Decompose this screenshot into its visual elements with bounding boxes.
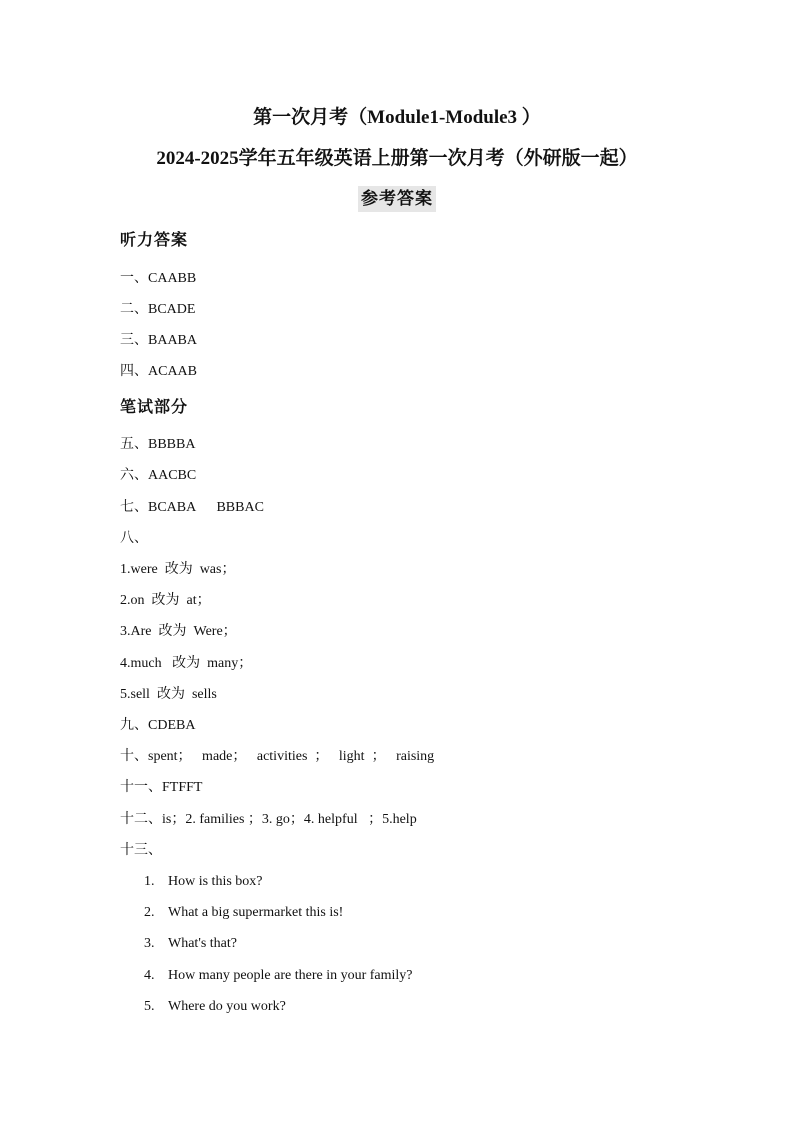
list-number: 5.	[144, 999, 155, 1014]
section-8-label: 八、	[120, 531, 148, 546]
list-item	[144, 873, 263, 891]
listening-answer-2: 二、BCADE	[120, 302, 196, 317]
list-number: 2.	[144, 905, 155, 920]
list-number: 4.	[144, 968, 155, 983]
section-13-label: 十三、	[120, 843, 162, 858]
list-text: What a big supermarket this is!	[168, 905, 344, 920]
section-6-answer: 六、AACBC	[120, 468, 197, 483]
list-number: 3.	[144, 936, 155, 951]
section-7-answer: 七、BCABA BBBAC	[120, 500, 264, 515]
page-subtitle: 2024-2025学年五年级英语上册第一次月考（外研版一起）	[156, 148, 638, 169]
correction-3: 3.Are 改为 Were；	[120, 624, 237, 639]
page-title: 第一次月考（Module1-Module3 ）	[253, 107, 541, 128]
list-text: How many people are there in your family?	[168, 968, 413, 983]
list-text: How is this box?	[168, 874, 263, 889]
section-10-answer: 十、spent； made； activities ； light ； raising	[120, 749, 435, 764]
listening-answer-3: 三、BAABA	[120, 333, 198, 348]
list-item	[144, 935, 237, 953]
list-text: Where do you work?	[168, 999, 286, 1014]
listening-answer-1: 一、CAABB	[120, 271, 197, 286]
section-9-answer: 九、CDEBA	[120, 718, 196, 733]
correction-5: 5.sell 改为 sells	[120, 687, 217, 702]
list-text: What's that?	[168, 936, 237, 951]
written-heading: 笔试部分	[120, 399, 189, 416]
listening-heading: 听力答案	[120, 232, 189, 249]
section-11-answer: 十一、FTFFT	[120, 780, 203, 795]
listening-answer-4: 四、ACAAB	[120, 364, 198, 379]
section-5-answer: 五、BBBBA	[120, 437, 196, 452]
list-item	[144, 967, 413, 985]
answer-key-label: 参考答案	[358, 186, 436, 212]
list-item	[144, 998, 286, 1016]
list-number: 1.	[144, 874, 155, 889]
correction-1: 1.were 改为 was；	[120, 562, 236, 577]
correction-4: 4.much 改为 many；	[120, 656, 253, 671]
section-12-answer: 十二、is；2. families ；3. go；4. helpful ；5.help	[120, 812, 417, 827]
list-item	[144, 904, 343, 922]
correction-2: 2.on 改为 at；	[120, 593, 211, 608]
